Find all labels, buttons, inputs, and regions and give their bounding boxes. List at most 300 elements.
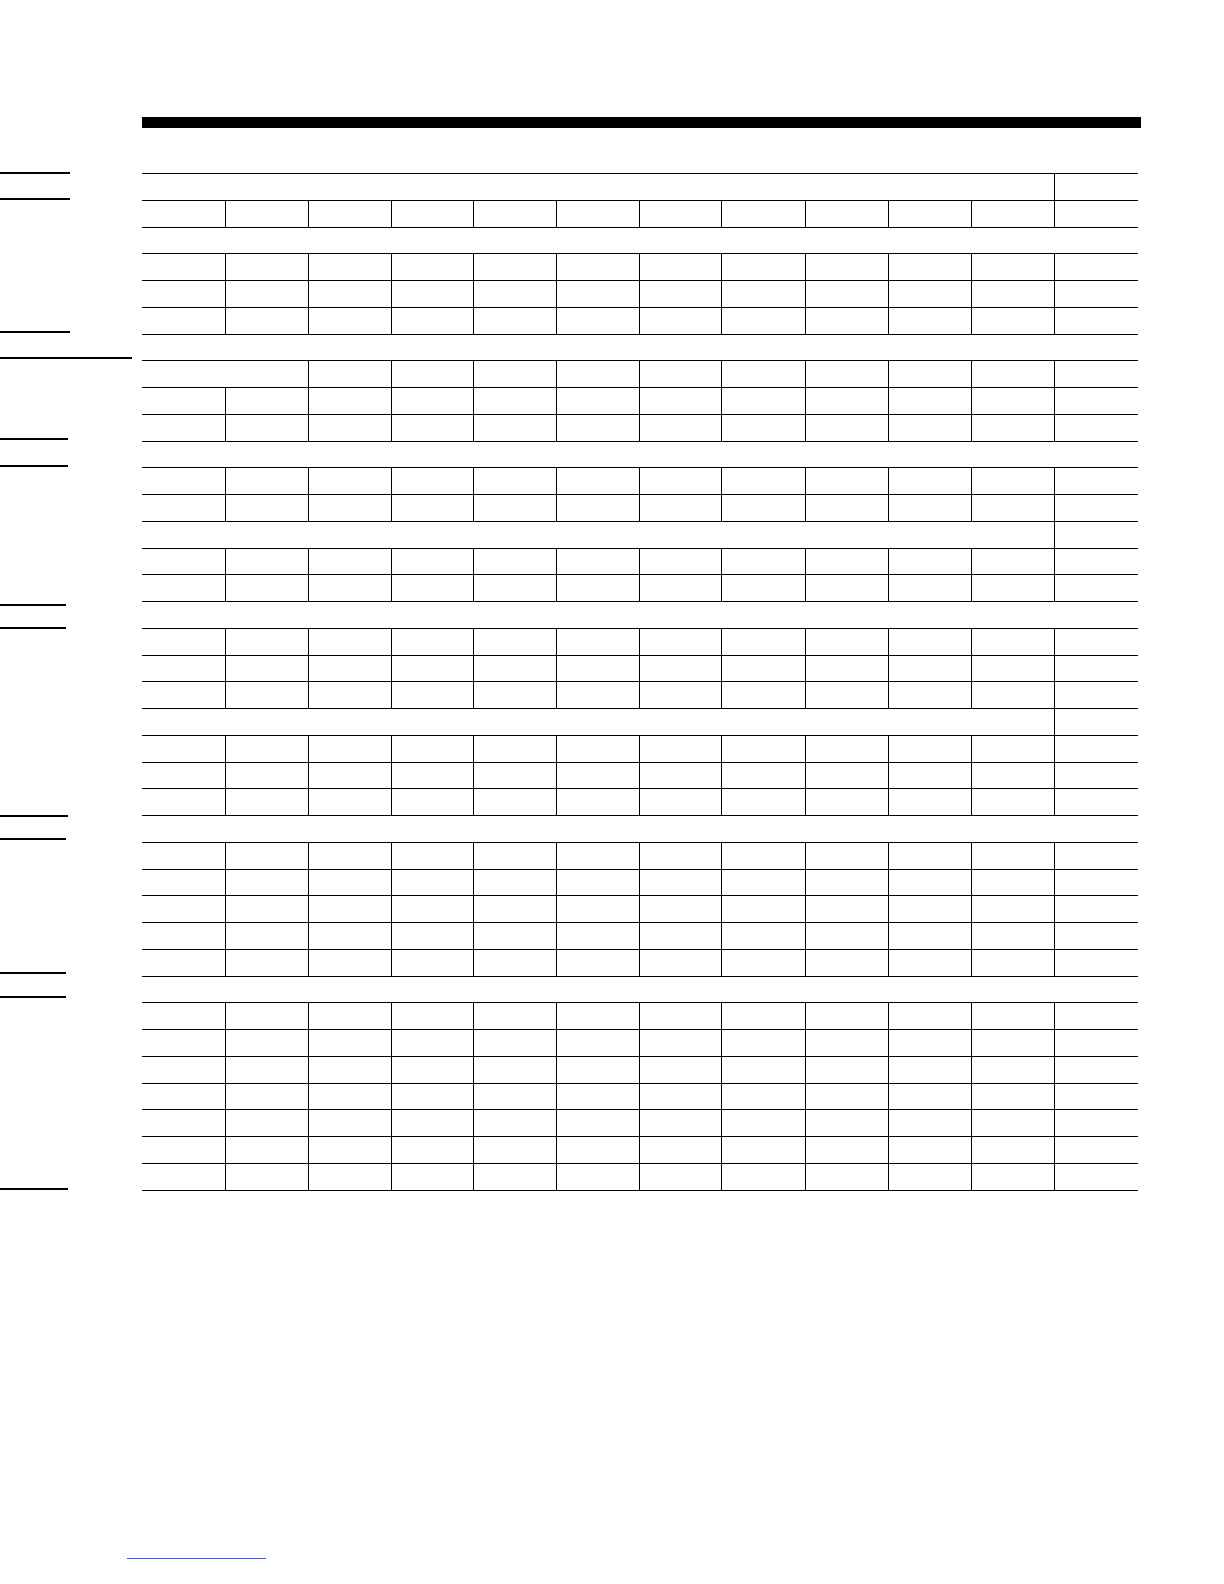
table-cell-divider (225, 307, 226, 334)
table-cell-divider (805, 922, 806, 949)
table-cell-divider (473, 200, 474, 227)
table-cell-divider (308, 762, 309, 789)
table-cell-divider (308, 655, 309, 682)
table-row-border (142, 200, 1138, 201)
table-cell-divider (888, 681, 889, 708)
table-row-border (142, 441, 1138, 442)
table-cell-divider (971, 735, 972, 762)
table-cell-divider (391, 574, 392, 601)
table-cell-divider (639, 681, 640, 708)
table-cell-divider (971, 869, 972, 896)
table-cell-divider (225, 1163, 226, 1190)
table-cell-divider (971, 681, 972, 708)
table-cell-divider (1054, 1002, 1055, 1029)
table-cell-divider (888, 655, 889, 682)
table-cell-divider (971, 1136, 972, 1163)
table-cell-divider (971, 788, 972, 815)
table-cell-divider (391, 628, 392, 655)
table-cell-divider (805, 494, 806, 521)
table-cell-divider (391, 494, 392, 521)
table-cell-divider (639, 253, 640, 280)
table-cell-divider (888, 949, 889, 976)
table-cell-divider (805, 253, 806, 280)
table-cell-divider (721, 869, 722, 896)
table-cell-divider (308, 200, 309, 227)
table-cell-divider (639, 762, 640, 789)
table-row-border (142, 788, 1138, 789)
table-cell-divider (473, 762, 474, 789)
table-cell-divider (225, 655, 226, 682)
table-cell-divider (556, 360, 557, 387)
table-row-border (142, 387, 1138, 388)
table-row-border (142, 227, 1138, 228)
table-cell-divider (556, 200, 557, 227)
table-cell-divider (1054, 869, 1055, 896)
table-cell-divider (225, 548, 226, 575)
table-cell-divider (391, 1136, 392, 1163)
table-row-border (142, 414, 1138, 415)
table-row-border (142, 922, 1138, 923)
margin-dash-mark (0, 331, 70, 333)
table-cell-divider (308, 1163, 309, 1190)
table-cell-divider (721, 548, 722, 575)
table-cell-divider (473, 494, 474, 521)
table-cell-divider (721, 1163, 722, 1190)
table-row-border (142, 548, 1138, 549)
table-row-border (142, 280, 1138, 281)
table-cell-divider (225, 762, 226, 789)
table-cell-divider (971, 548, 972, 575)
table-cell-divider (308, 1056, 309, 1083)
table-cell-divider (556, 414, 557, 441)
table-cell-divider (473, 1083, 474, 1110)
table-cell-divider (308, 869, 309, 896)
table-row-border (142, 1109, 1138, 1110)
table-cell-divider (473, 548, 474, 575)
table-cell-divider (721, 735, 722, 762)
table-cell-divider (473, 628, 474, 655)
table-cell-divider (971, 842, 972, 869)
table-cell-divider (639, 949, 640, 976)
table-row-border (142, 1056, 1138, 1057)
table-cell-divider (556, 1136, 557, 1163)
table-cell-divider (1054, 762, 1055, 789)
table-cell-divider (473, 949, 474, 976)
table-cell-divider (888, 360, 889, 387)
table-cell-divider (1054, 1136, 1055, 1163)
table-cell-divider (473, 387, 474, 414)
table-cell-divider (391, 869, 392, 896)
table-cell-divider (971, 414, 972, 441)
table-row-border (142, 842, 1138, 843)
table-cell-divider (308, 360, 309, 387)
table-cell-divider (1054, 307, 1055, 334)
table-row-border (142, 521, 1138, 522)
table-row-border (142, 574, 1138, 575)
table-cell-divider (225, 628, 226, 655)
table-cell-divider (639, 1002, 640, 1029)
table-cell-divider (391, 1002, 392, 1029)
table-cell-divider (721, 628, 722, 655)
table-cell-divider (391, 735, 392, 762)
table-row-border (142, 1002, 1138, 1003)
table-cell-divider (1054, 548, 1055, 575)
table-cell-divider (888, 494, 889, 521)
table-cell-divider (556, 494, 557, 521)
table-cell-divider (308, 414, 309, 441)
table-cell-divider (805, 1163, 806, 1190)
table-cell-divider (225, 253, 226, 280)
table-cell-divider (473, 360, 474, 387)
table-cell-divider (805, 681, 806, 708)
table-cell-divider (721, 253, 722, 280)
table-row-border (142, 655, 1138, 656)
margin-dash-mark (0, 972, 66, 974)
table-cell-divider (556, 949, 557, 976)
table-cell-divider (308, 387, 309, 414)
table-cell-divider (639, 1056, 640, 1083)
table-cell-divider (225, 681, 226, 708)
table-cell-divider (1054, 280, 1055, 307)
table-cell-divider (308, 280, 309, 307)
table-cell-divider (971, 253, 972, 280)
table-cell-divider (805, 788, 806, 815)
table-row-border (142, 628, 1138, 629)
table-cell-divider (971, 1029, 972, 1056)
table-cell-divider (888, 1136, 889, 1163)
table-cell-divider (556, 788, 557, 815)
table-cell-divider (225, 842, 226, 869)
table-cell-divider (1054, 360, 1055, 387)
table-cell-divider (225, 1083, 226, 1110)
table-cell-divider (473, 895, 474, 922)
table-cell-divider (805, 869, 806, 896)
table-cell-divider (805, 1083, 806, 1110)
table-cell-divider (721, 1136, 722, 1163)
table-cell-divider (1054, 842, 1055, 869)
table-cell-divider (805, 762, 806, 789)
table-cell-divider (556, 280, 557, 307)
table-cell-divider (391, 280, 392, 307)
table-row-border (142, 494, 1138, 495)
table-cell-divider (639, 922, 640, 949)
table-cell-divider (721, 681, 722, 708)
table-cell-divider (639, 360, 640, 387)
table-row-border (142, 253, 1138, 254)
table-cell-divider (391, 1109, 392, 1136)
table-cell-divider (556, 869, 557, 896)
table-cell-divider (805, 200, 806, 227)
table-cell-divider (1054, 200, 1055, 227)
table-cell-divider (971, 1109, 972, 1136)
table-cell-divider (473, 655, 474, 682)
footer-link-underline (127, 1558, 266, 1559)
margin-dash-mark (0, 357, 132, 359)
table-cell-divider (308, 307, 309, 334)
table-cell-divider (1054, 1083, 1055, 1110)
table-cell-divider (1054, 387, 1055, 414)
table-cell-divider (1054, 788, 1055, 815)
table-cell-divider (721, 307, 722, 334)
table-cell-divider (391, 922, 392, 949)
table-cell-divider (971, 762, 972, 789)
table-row-border (142, 895, 1138, 896)
table-cell-divider (639, 1083, 640, 1110)
table-cell-divider (971, 655, 972, 682)
table-cell-divider (805, 949, 806, 976)
table-row-border (142, 681, 1138, 682)
table-cell-divider (639, 494, 640, 521)
table-cell-divider (639, 869, 640, 896)
table-cell-divider (805, 280, 806, 307)
table-cell-divider (308, 949, 309, 976)
table-cell-divider (805, 1136, 806, 1163)
table-cell-divider (888, 200, 889, 227)
table-cell-divider (308, 1136, 309, 1163)
table-cell-divider (721, 1056, 722, 1083)
table-cell-divider (225, 280, 226, 307)
table-cell-divider (391, 467, 392, 494)
table-cell-divider (556, 548, 557, 575)
table-cell-divider (391, 414, 392, 441)
table-cell-divider (888, 762, 889, 789)
table-cell-divider (721, 1002, 722, 1029)
table-cell-divider (639, 200, 640, 227)
table-cell-divider (225, 869, 226, 896)
table-cell-divider (971, 1163, 972, 1190)
table-cell-divider (888, 548, 889, 575)
table-cell-divider (308, 467, 309, 494)
table-cell-divider (225, 949, 226, 976)
table-cell-divider (225, 574, 226, 601)
table-cell-divider (225, 494, 226, 521)
table-cell-divider (721, 200, 722, 227)
table-cell-divider (556, 735, 557, 762)
table-cell-divider (639, 1109, 640, 1136)
table-cell-divider (639, 574, 640, 601)
table-cell-divider (971, 949, 972, 976)
table-row-border (142, 1083, 1138, 1084)
table-cell-divider (721, 467, 722, 494)
table-cell-divider (308, 735, 309, 762)
table-cell-divider (391, 762, 392, 789)
margin-dash-mark (0, 815, 68, 817)
table-cell-divider (888, 467, 889, 494)
table-cell-divider (805, 735, 806, 762)
table-cell-divider (391, 1163, 392, 1190)
table-cell-divider (556, 307, 557, 334)
table-cell-divider (805, 387, 806, 414)
table-cell-divider (805, 548, 806, 575)
table-cell-divider (888, 1083, 889, 1110)
table-cell-divider (556, 655, 557, 682)
table-cell-divider (1054, 628, 1055, 655)
table-cell-divider (971, 360, 972, 387)
table-cell-divider (391, 548, 392, 575)
table-cell-divider (721, 494, 722, 521)
table-cell-divider (639, 1029, 640, 1056)
table-cell-divider (805, 307, 806, 334)
table-cell-divider (888, 387, 889, 414)
table-cell-divider (805, 655, 806, 682)
table-cell-divider (1054, 1056, 1055, 1083)
table-cell-divider (721, 360, 722, 387)
table-cell-divider (1054, 922, 1055, 949)
margin-dash-mark (0, 627, 66, 629)
table-cell-divider (639, 1163, 640, 1190)
table-row-border (142, 869, 1138, 870)
table-cell-divider (473, 922, 474, 949)
table-row-border (142, 762, 1138, 763)
table-cell-divider (971, 1056, 972, 1083)
table-cell-divider (639, 467, 640, 494)
table-cell-divider (971, 574, 972, 601)
table-cell-divider (721, 762, 722, 789)
table-cell-divider (556, 1029, 557, 1056)
table-cell-divider (308, 895, 309, 922)
table-cell-divider (473, 307, 474, 334)
table-cell-divider (1054, 1109, 1055, 1136)
table-cell-divider (391, 1029, 392, 1056)
table-cell-divider (225, 1136, 226, 1163)
table-cell-divider (639, 307, 640, 334)
table-cell-divider (556, 1109, 557, 1136)
table-row-border (142, 1136, 1138, 1137)
table-cell-divider (721, 788, 722, 815)
table-cell-divider (556, 574, 557, 601)
table-cell-divider (1054, 949, 1055, 976)
table-cell-divider (805, 842, 806, 869)
table-cell-divider (888, 922, 889, 949)
table-cell-divider (805, 574, 806, 601)
table-cell-divider (971, 200, 972, 227)
table-cell-divider (888, 1056, 889, 1083)
table-cell-divider (473, 1136, 474, 1163)
margin-dash-mark (0, 172, 70, 174)
table-cell-divider (556, 1163, 557, 1190)
table-cell-divider (639, 414, 640, 441)
table-cell-divider (721, 414, 722, 441)
table-cell-divider (1054, 521, 1055, 548)
table-cell-divider (971, 280, 972, 307)
table-row-border (142, 334, 1138, 335)
table-cell-divider (225, 922, 226, 949)
table-cell-divider (308, 788, 309, 815)
table-cell-divider (556, 1083, 557, 1110)
table-cell-divider (556, 922, 557, 949)
table-cell-divider (391, 387, 392, 414)
table-cell-divider (473, 1056, 474, 1083)
table-cell-divider (473, 574, 474, 601)
table-cell-divider (639, 842, 640, 869)
table-cell-divider (639, 895, 640, 922)
table-cell-divider (1054, 1163, 1055, 1190)
table-cell-divider (473, 1002, 474, 1029)
table-cell-divider (473, 414, 474, 441)
table-cell-divider (805, 467, 806, 494)
table-cell-divider (639, 1136, 640, 1163)
table-row-border (142, 307, 1138, 308)
table-cell-divider (473, 1109, 474, 1136)
table-cell-divider (308, 1002, 309, 1029)
table-cell-divider (556, 681, 557, 708)
table-cell-divider (721, 895, 722, 922)
table-cell-divider (721, 280, 722, 307)
table-cell-divider (556, 895, 557, 922)
table-row-border (142, 1163, 1138, 1164)
table-cell-divider (971, 307, 972, 334)
table-cell-divider (556, 253, 557, 280)
table-cell-divider (391, 200, 392, 227)
table-cell-divider (805, 1029, 806, 1056)
table-cell-divider (721, 574, 722, 601)
table-cell-divider (721, 387, 722, 414)
margin-dash-mark (0, 1188, 68, 1190)
table-row-border (142, 467, 1138, 468)
margin-dash-mark (0, 198, 70, 200)
table-cell-divider (721, 1029, 722, 1056)
table-cell-divider (1054, 414, 1055, 441)
table-cell-divider (1054, 655, 1055, 682)
table-cell-divider (308, 574, 309, 601)
table-row-border (142, 1029, 1138, 1030)
table-cell-divider (805, 895, 806, 922)
table-cell-divider (888, 1109, 889, 1136)
table-cell-divider (1054, 681, 1055, 708)
margin-dash-mark (0, 604, 66, 606)
table-row-border (142, 1190, 1138, 1191)
table-cell-divider (721, 922, 722, 949)
table-cell-divider (473, 1029, 474, 1056)
margin-dash-mark (0, 465, 68, 467)
table-cell-divider (639, 655, 640, 682)
table-cell-divider (971, 494, 972, 521)
margin-dash-mark (0, 838, 66, 840)
table-cell-divider (639, 548, 640, 575)
table-cell-divider (971, 1083, 972, 1110)
table-cell-divider (805, 1109, 806, 1136)
table-cell-divider (473, 467, 474, 494)
table-cell-divider (1054, 574, 1055, 601)
table-cell-divider (225, 414, 226, 441)
table-cell-divider (556, 387, 557, 414)
table-cell-divider (1054, 253, 1055, 280)
table-cell-divider (556, 842, 557, 869)
table-cell-divider (225, 735, 226, 762)
table-cell-divider (391, 360, 392, 387)
table-cell-divider (1054, 173, 1055, 200)
table-cell-divider (639, 387, 640, 414)
table-cell-divider (888, 842, 889, 869)
table-cell-divider (308, 922, 309, 949)
table-cell-divider (391, 949, 392, 976)
table-cell-divider (888, 628, 889, 655)
table-cell-divider (225, 1029, 226, 1056)
table-cell-divider (473, 681, 474, 708)
table-cell-divider (1054, 467, 1055, 494)
table-cell-divider (888, 895, 889, 922)
table-cell-divider (556, 628, 557, 655)
table-cell-divider (971, 1002, 972, 1029)
table-cell-divider (805, 628, 806, 655)
table-cell-divider (888, 735, 889, 762)
table-cell-divider (556, 1002, 557, 1029)
table-cell-divider (308, 842, 309, 869)
table-cell-divider (473, 280, 474, 307)
table-cell-divider (971, 895, 972, 922)
table-cell-divider (308, 628, 309, 655)
table-row-border (142, 708, 1138, 709)
